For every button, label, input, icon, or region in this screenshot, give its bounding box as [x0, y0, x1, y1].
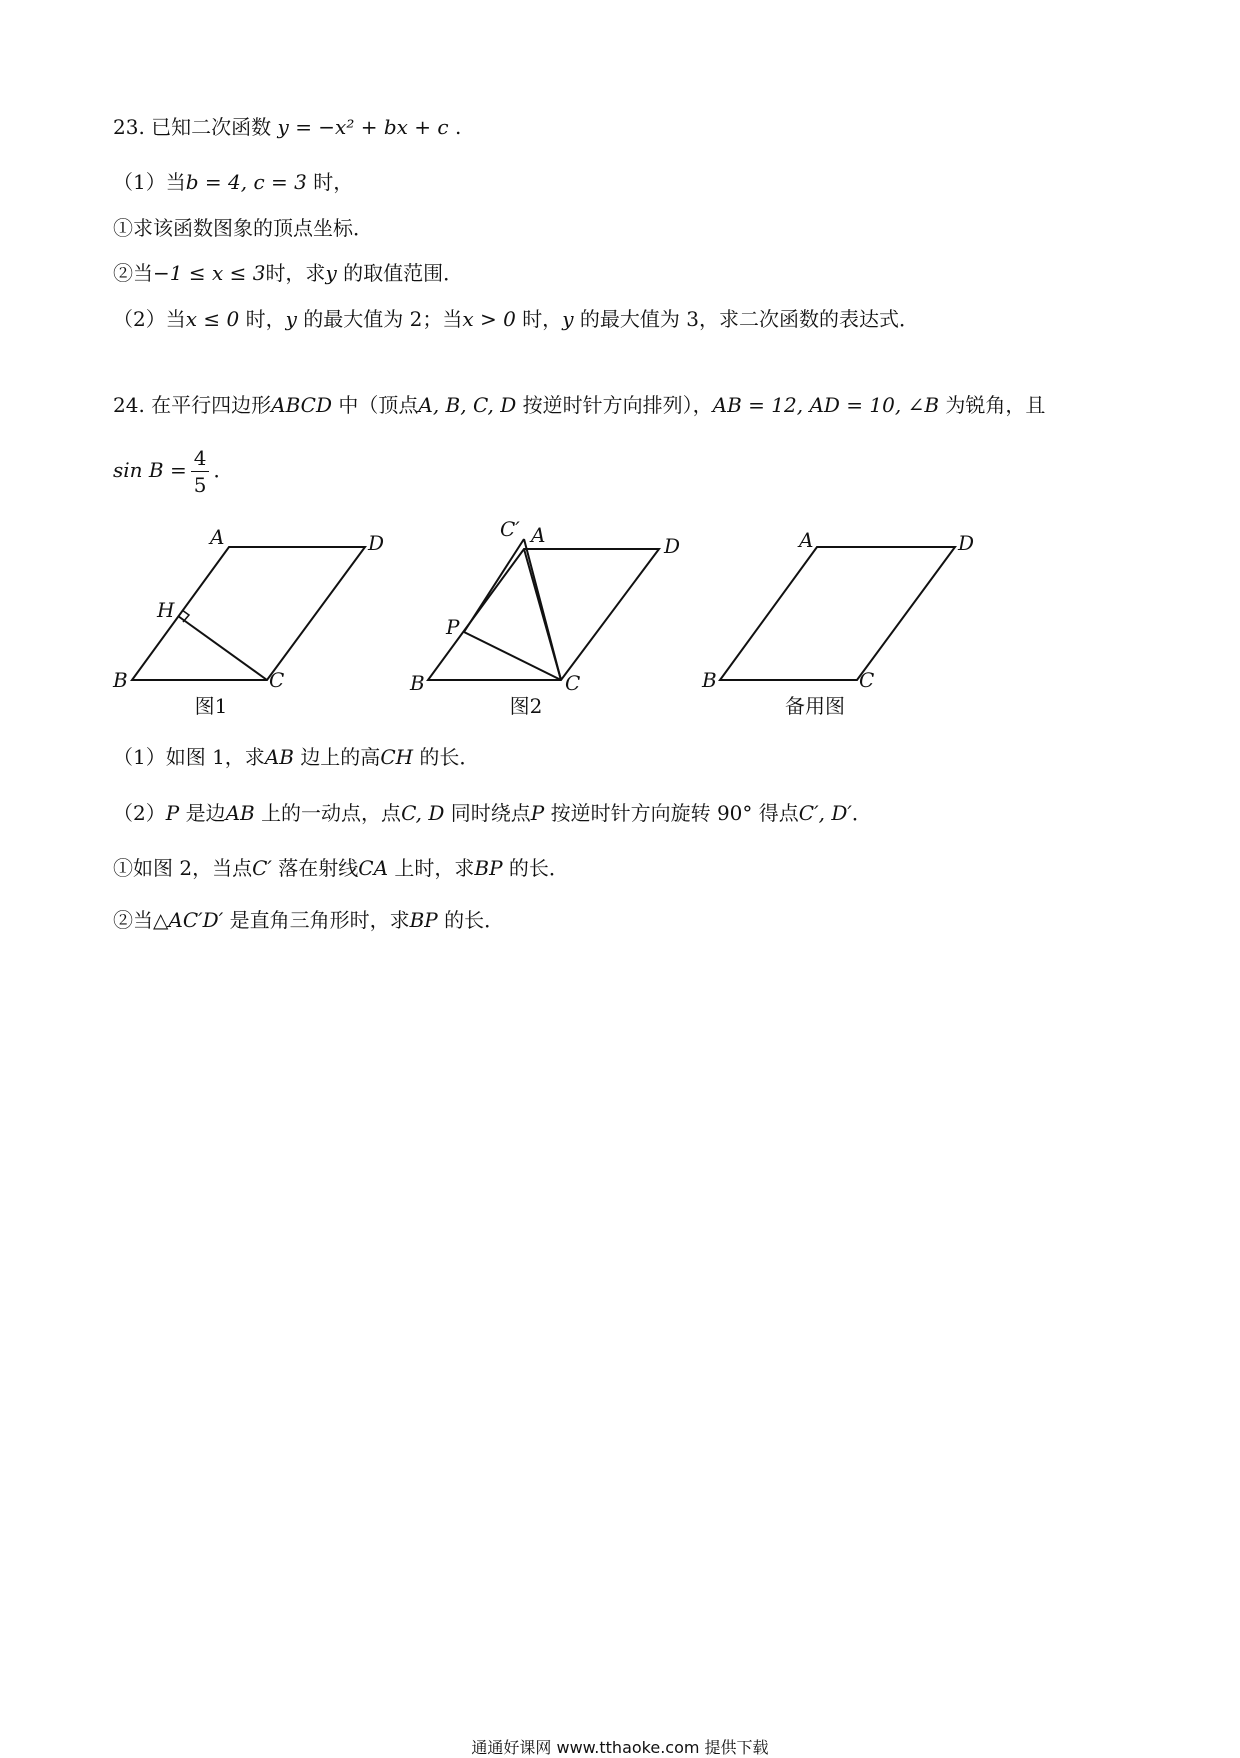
- fig1-caption: 图1: [194, 694, 228, 718]
- q23-sub2: ②当−1 ≤ x ≤ 3时，求y 的取值范围．: [113, 261, 464, 285]
- q24-stem: 24. 在平行四边形ABCD 中（顶点A, B, C, D 按逆时针方向排列），AB = 12, AD = 10, ∠B 为锐角，且: [113, 393, 1046, 417]
- fig3-parallelogram: [720, 547, 955, 680]
- fig2-label-b: B: [410, 671, 425, 695]
- q23-sub1: ①求该函数图象的顶点坐标．: [113, 216, 373, 240]
- fig1-height-ch: [178, 616, 267, 680]
- fig2-label-d: D: [664, 534, 681, 558]
- q24-part2: （2）P 是边AB 上的一动点，点C, D 同时绕点P 按逆时针方向旋转 90° 得点C′, D′．: [113, 801, 872, 825]
- q23-stem: 23. 已知二次函数 y = −x² + bx + c .: [113, 115, 462, 139]
- fig1-label-b: B: [113, 668, 128, 692]
- fraction: $\frac{4}{5}$: [191, 445, 210, 498]
- q24-sin-given: sin B = $\frac{4}{5}$ ．: [113, 446, 234, 497]
- fig3-label-b: B: [702, 668, 717, 692]
- figures: [0, 520, 1240, 725]
- fig2-segment-pc-prime: [464, 539, 524, 632]
- fig2-segment-pc: [464, 632, 561, 680]
- fig3-caption: 备用图: [785, 694, 845, 718]
- q24-sub1: ①如图 2，当点C′ 落在射线CA 上时，求BP 的长．: [113, 856, 569, 880]
- footer-watermark: 通通好课网 www.tthaoke.com 提供下载: [471, 1738, 769, 1757]
- fig1-label-h: H: [157, 598, 175, 622]
- fig2-label-p: P: [446, 615, 460, 639]
- fig2-caption: 图2: [509, 694, 543, 718]
- q23-part1: （1）当b = 4, c = 3 时，: [113, 170, 354, 194]
- fig2-label-cprime: C′: [500, 520, 520, 541]
- q24-part1: （1）如图 1，求AB 边上的高CH 的长．: [113, 745, 480, 769]
- q23-part2: （2）当x ≤ 0 时，y 的最大值为 2；当x > 0 时，y 的最大值为 3，求二次函数的表达式．: [113, 307, 919, 331]
- fig2-label-a: A: [531, 523, 546, 547]
- fig3-label-a: A: [799, 528, 814, 552]
- fig2-segment-c-prime-c: [524, 539, 561, 680]
- fig3-label-c: C: [859, 668, 875, 692]
- fig1-label-a: A: [210, 525, 225, 549]
- fig1-label-c: C: [269, 668, 285, 692]
- fig1-label-d: D: [368, 531, 385, 555]
- q24-sub2: ②当△AC′D′ 是直角三角形时，求BP 的长．: [113, 908, 505, 932]
- fig2-label-c: C: [565, 671, 581, 695]
- fig3-label-d: D: [958, 531, 975, 555]
